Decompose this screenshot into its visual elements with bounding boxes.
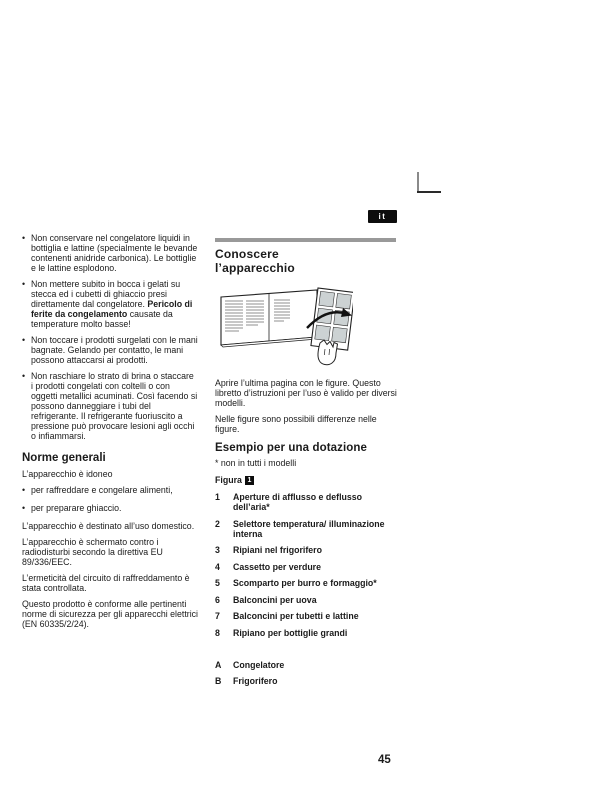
booklet-foldout-icon [217, 283, 353, 367]
safety-bullet-text: Non conservare nel congelatore liquidi in bottiglia e lattine (specialmente le bevande contenenti anidride carbonica). Le bottiglie e le lattine esplodono. [31, 233, 198, 273]
figure-label: Figura [215, 475, 242, 485]
usage-bullet [22, 485, 200, 495]
right-column [215, 238, 397, 693]
usage-bullet-list [22, 485, 200, 513]
crop-mark-vertical [417, 172, 419, 193]
bullet-dot: • [22, 485, 26, 495]
legend-item: 2 Selettore temperatura/ illuminazione interna [215, 518, 385, 539]
compartment-list [215, 660, 397, 687]
paragraph: Questo prodotto è conforme alle pertinenti norme di sicurezza per gli apparecchi elettrici (EN 60335/2/24). [22, 599, 199, 629]
legend-item: 3 Ripiani nel frigorifero [215, 545, 322, 555]
page-number: 45 [378, 754, 391, 766]
crop-mark-horizontal [417, 191, 441, 193]
legend-item: 7 Balconcini per tubetti e lattine [215, 611, 359, 621]
compartment-item: A Congelatore [215, 659, 285, 670]
legend-item: 8 Ripiano per bottiglie grandi [215, 627, 348, 638]
paragraph: Aprire l’ultima pagina con le figure. Questo libretto d’istruzioni per l’uso è valido per diversi modelli. [215, 378, 397, 408]
legend-item: 4 Cassetto per verdure [215, 561, 322, 572]
bullet-dot: • [22, 503, 26, 513]
safety-bullet [22, 335, 200, 365]
footnote: * non in tutti i modelli [215, 458, 297, 468]
bullet-dot: • [22, 233, 26, 243]
foldout-figure-illustration [217, 283, 397, 369]
safety-bullet-text: Non raschiare lo strato di brina o staccare i prodotti congelati con coltelli o con oggetti metallici acuminati. Così facendo si possono danneggiare i tubi del refrigerante. Il refrigerante fuoriuscito a pressione può provocare lesioni agli occhi o infiammarsi. [31, 371, 198, 441]
legend-item: 1 Aperture di afflusso e deflusso dell’aria* [215, 492, 363, 512]
section-heading-esempio: Esempio per una dotazione [215, 442, 368, 454]
usage-bullet-text: per raffreddare e congelare alimenti, [31, 485, 173, 495]
legend-item: 6 Balconcini per uova [215, 594, 317, 605]
safety-bullet [22, 279, 200, 329]
figure-caption [215, 475, 397, 485]
chapter-accent-bar [215, 238, 396, 242]
intro-paragraphs [215, 378, 397, 434]
safety-bullet [22, 233, 200, 273]
section-heading-norme-generali: Norme generali [22, 452, 106, 464]
figure-number-box: 1 [245, 476, 254, 485]
safety-bullet-text: Non toccare i prodotti surgelati con le mani bagnate. Gelando per contatto, le mani possono attaccarsi ai prodotti. [31, 335, 198, 365]
safety-bullet-text: Non mettere subito in bocca i gelati su stecca ed i cubetti di ghiaccio presi direttamente dal congelatore. Pericolo di ferite da congelamento causate da temperature molto basse! [31, 279, 193, 329]
paragraph: L’apparecchio è destinato all’uso domestico. [22, 521, 195, 531]
bullet-dot: • [22, 371, 26, 381]
language-badge: it [368, 210, 397, 223]
paragraph: Nelle figure sono possibili differenze nelle figure. [215, 414, 377, 434]
general-paragraphs [22, 521, 200, 629]
hand-icon [318, 340, 338, 365]
legend-list [215, 492, 397, 686]
intro-text: L’apparecchio è idoneo [22, 469, 113, 479]
paragraph: L’ermeticità del circuito di raffreddamento è stata controllata. [22, 573, 190, 593]
left-column [22, 233, 200, 629]
chapter-title: Conoscere l’apparecchio [215, 247, 295, 275]
legend-item: 5 Scomparto per burro e formaggio* [215, 578, 377, 588]
safety-bullet [22, 371, 200, 441]
paragraph: L’apparecchio è schermato contro i radiodisturbi secondo la direttiva EU 89/336/EEC. [22, 537, 163, 567]
usage-bullet-text: per preparare ghiaccio. [31, 503, 122, 513]
compartment-item: B Frigorifero [215, 676, 278, 686]
bullet-dot: • [22, 279, 26, 289]
usage-bullet [22, 503, 200, 513]
bullet-dot: • [22, 335, 26, 345]
